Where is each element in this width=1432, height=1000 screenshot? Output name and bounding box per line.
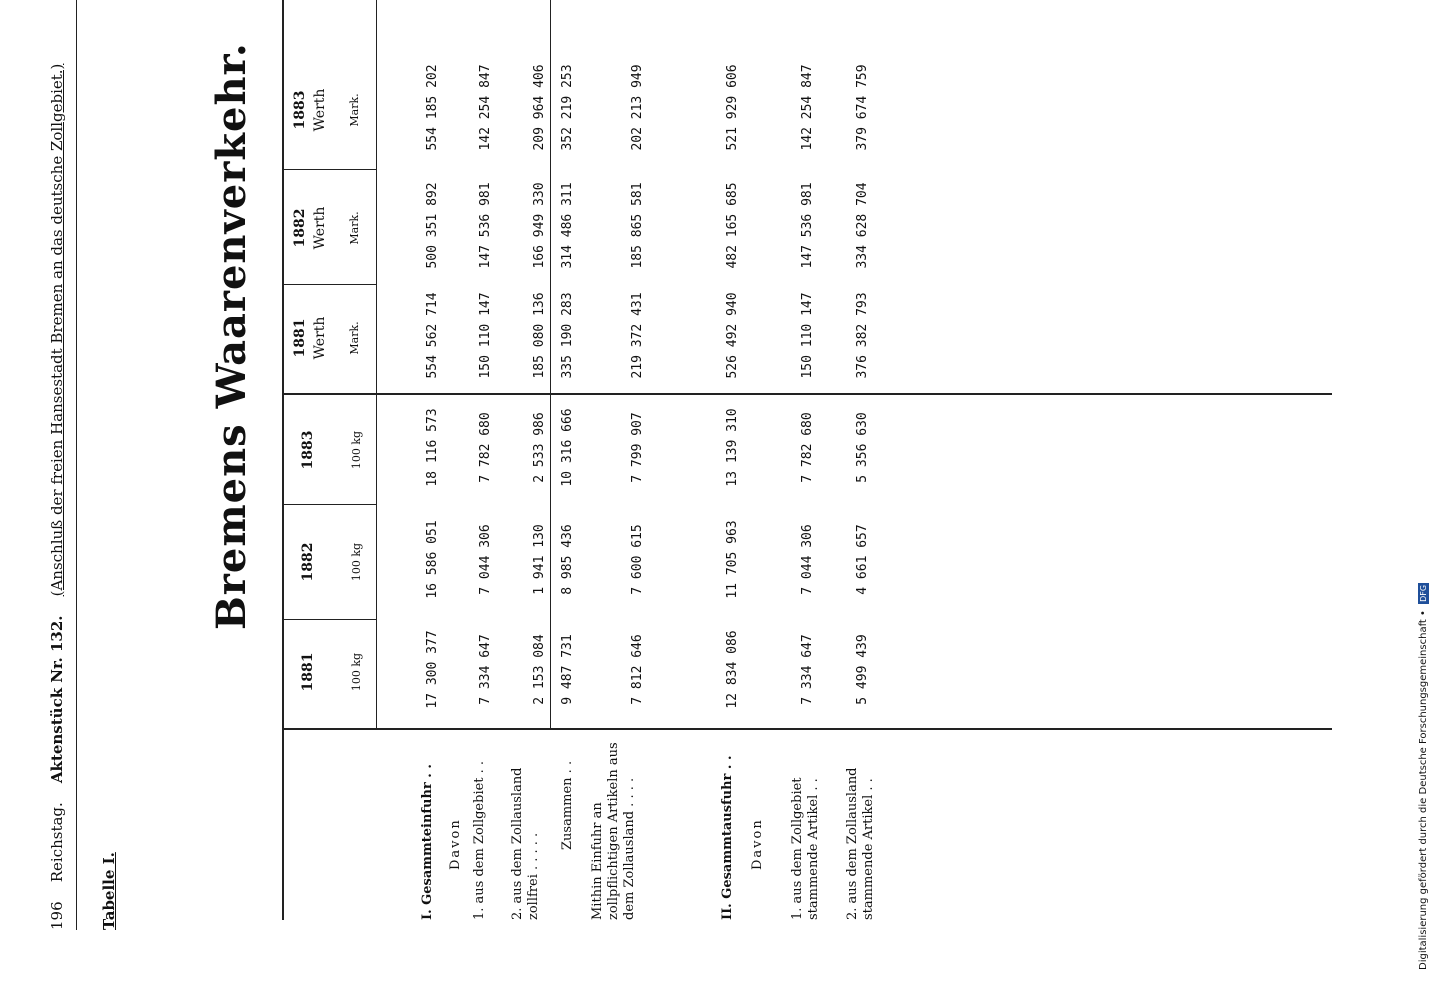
row-label: 2. aus dem Zollausland stammende Artikel . . <box>845 767 876 920</box>
tabelle-label: Tabelle I. <box>100 852 118 930</box>
header-subtitle: (Anschluß der freien Hansestadt Bremen an das deutsche Zollgebiet.) <box>48 63 66 597</box>
table-cell: 7 600 615 <box>630 524 645 595</box>
table-cell: 335 190 283 <box>560 292 575 379</box>
table-cell: 2 153 084 <box>532 634 547 705</box>
row-label: Davon <box>750 818 765 870</box>
page-number: 196 <box>48 901 66 930</box>
digitization-text: Digitalisierung gefördert durch die Deutsche Forschungsgemeinschaft • <box>1418 610 1429 970</box>
table-cell: 142 254 847 <box>478 64 493 151</box>
digitization-note <box>1418 583 1429 970</box>
col-sub: Werth <box>312 88 328 132</box>
table-cell: 185 080 136 <box>532 292 547 379</box>
col-sub: Werth <box>312 206 328 250</box>
table-cell: 7 044 306 <box>800 524 815 595</box>
row-label: Davon <box>448 818 463 870</box>
table-cell: 7 799 907 <box>630 412 645 483</box>
table-cell: 379 674 759 <box>855 64 870 151</box>
table-cell: 7 782 680 <box>800 412 815 483</box>
header-rule <box>76 0 77 930</box>
row-label: 1. aus dem Zollgebiet . . <box>472 760 487 920</box>
table-cell: 4 661 657 <box>855 524 870 595</box>
table-cell: 500 351 892 <box>425 182 440 269</box>
table-cell: 554 562 714 <box>425 292 440 379</box>
header-bottom-rule <box>376 0 377 730</box>
table-top-rule <box>282 0 284 920</box>
table-cell: 334 628 704 <box>855 182 870 269</box>
table-cell: 482 165 685 <box>725 182 740 269</box>
table-cell: 314 486 311 <box>560 182 575 269</box>
table-cell: 526 492 940 <box>725 292 740 379</box>
table-cell: 209 964 406 <box>532 64 547 151</box>
aktenstueck-label: Aktenstück Nr. 132. <box>48 615 66 784</box>
table-cell: 10 316 666 <box>560 408 575 487</box>
table-cell: 376 382 793 <box>855 292 870 379</box>
running-header <box>48 64 66 930</box>
row-label: Mithin Einfuhr an zollpflichtigen Artikeln aus dem Zollausland . . . . <box>590 742 637 920</box>
table-cell: 8 985 436 <box>560 524 575 595</box>
table-cell: 17 300 377 <box>425 630 440 709</box>
table-cell: 185 865 581 <box>630 182 645 269</box>
page-title: Bremens Waarenverkehr. <box>208 42 255 630</box>
row-label: II. Gesammtausfuhr . . <box>720 755 735 920</box>
col-unit: Mark. <box>348 93 361 127</box>
label-column-rule <box>282 728 1332 730</box>
table-cell: 521 929 606 <box>725 64 740 151</box>
table-cell: 16 586 051 <box>425 520 440 599</box>
table-cell: 202 213 949 <box>630 64 645 151</box>
table-cell: 219 372 431 <box>630 292 645 379</box>
table-cell: 7 782 680 <box>478 412 493 483</box>
row-label: I. Gesammteinfuhr . . <box>420 764 435 920</box>
row-label: 2. aus dem Zollausland zollfrei . . . . . <box>510 767 541 920</box>
table-cell: 7 334 647 <box>800 634 815 705</box>
row-label: 1. aus dem Zollgebiet stammende Artikel . . <box>790 777 821 920</box>
table-cell: 7 334 647 <box>478 634 493 705</box>
table-cell: 147 536 981 <box>478 182 493 269</box>
table-cell: 1 941 130 <box>532 524 547 595</box>
table-cell: 166 949 330 <box>532 182 547 269</box>
table-cell: 12 834 086 <box>725 630 740 709</box>
table-cell: 5 499 439 <box>855 634 870 705</box>
table-cell: 2 533 986 <box>532 412 547 483</box>
table-cell: 11 705 963 <box>725 520 740 599</box>
table-cell: 147 536 981 <box>800 182 815 269</box>
col-divider <box>282 169 376 170</box>
col-year: 1883 <box>292 90 308 130</box>
row-label: Zusammen . . <box>560 760 575 850</box>
table-cell: 9 487 731 <box>560 634 575 705</box>
table-cell: 18 116 573 <box>425 408 440 487</box>
col-divider <box>282 504 376 505</box>
col-unit: 100 kg <box>350 652 363 692</box>
table-cell: 142 254 847 <box>800 64 815 151</box>
col-divider <box>282 619 376 620</box>
table-cell: 13 139 310 <box>725 408 740 487</box>
table-cell: 554 185 202 <box>425 64 440 151</box>
col-unit: Mark. <box>348 321 361 355</box>
col-year: 1881 <box>292 318 308 358</box>
col-sub: Werth <box>312 316 328 360</box>
col-year: 1882 <box>300 542 316 582</box>
col-unit: 100 kg <box>350 430 363 470</box>
col-divider <box>282 284 376 285</box>
sum-rule <box>550 0 551 730</box>
col-unit: Mark. <box>348 211 361 245</box>
col-year: 1881 <box>300 652 316 692</box>
table-cell: 352 219 253 <box>560 64 575 151</box>
table-cell: 150 110 147 <box>800 292 815 379</box>
col-unit: 100 kg <box>350 542 363 582</box>
table-cell: 7 044 306 <box>478 524 493 595</box>
reichstag-label: Reichstag. <box>48 802 66 883</box>
col-year: 1882 <box>292 208 308 248</box>
table-cell: 150 110 147 <box>478 292 493 379</box>
col-year: 1883 <box>300 430 316 470</box>
table-cell: 5 356 630 <box>855 412 870 483</box>
dfg-logo: DFG <box>1419 584 1428 602</box>
table-cell: 7 812 646 <box>630 634 645 705</box>
